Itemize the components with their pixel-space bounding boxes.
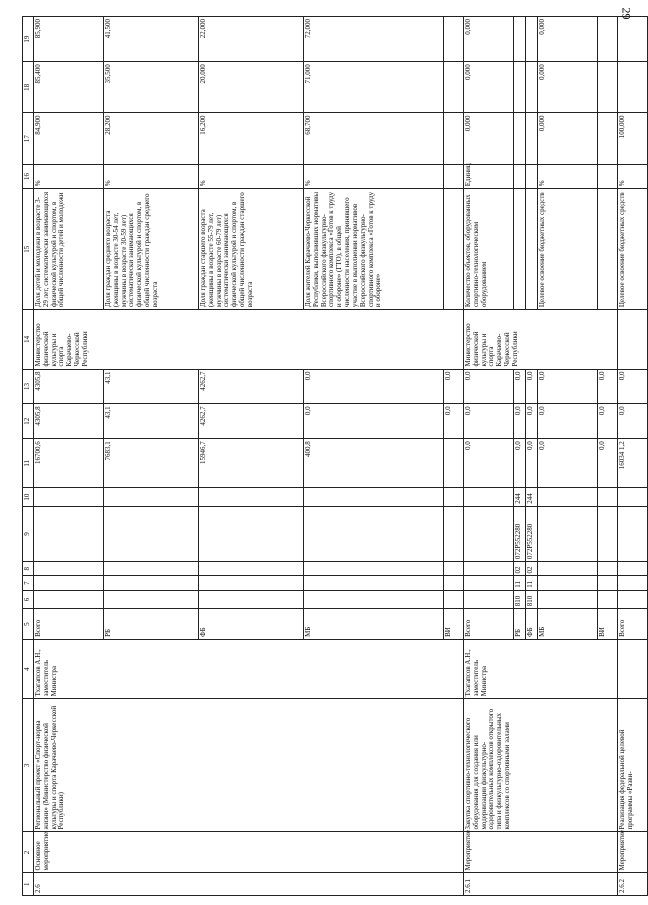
indicator-value-cell [526, 113, 538, 164]
amount-cell: 43,1 [104, 404, 199, 439]
item-number-cell: 2.6.1 [464, 873, 618, 896]
code-pr-cell [598, 562, 618, 576]
column-number-cell: 1 [23, 873, 34, 896]
code-vr-cell [304, 488, 444, 506]
code-grbs-cell [104, 590, 199, 608]
amount-cell: 0,0 [598, 404, 618, 439]
code-rz-cell [444, 576, 464, 590]
code-grbs-cell [199, 590, 304, 608]
unit-cell [598, 164, 618, 189]
code-rz-cell [538, 576, 598, 590]
executor-cell [618, 310, 648, 369]
indicator-value-cell: 28,200 [104, 113, 199, 164]
item-type-cell: Мероприятие [618, 832, 648, 873]
indicator-value-cell: 85,400 [34, 62, 104, 113]
code-csr-cell [104, 506, 199, 561]
indicator-value-cell: 0,000 [464, 62, 514, 113]
indicator-value-cell [444, 17, 464, 62]
column-number-cell: 16 [23, 164, 34, 189]
amount-cell: 0,0 [618, 404, 648, 439]
indicator-name-cell: Доля детей и молодежи в возрасте 3-29 лет, систематически занимающихся физической культурой и спортом, в общей численности детей и молодежи [34, 189, 104, 310]
table-body [23, 17, 648, 896]
indicator-value-cell [514, 17, 526, 62]
code-rz-cell [598, 576, 618, 590]
amount-cell: 0,0 [304, 404, 444, 439]
indicator-value-cell [598, 113, 618, 164]
budget-table [22, 16, 648, 896]
amount-cell: 400,8 [304, 439, 444, 488]
amount-cell: 0,0 [526, 369, 538, 404]
funding-source-cell: РБ [104, 609, 199, 640]
funding-source-cell: РБ [514, 609, 526, 640]
item-type-cell: Мероприятие [464, 832, 618, 873]
amount-cell: 0,0 [304, 369, 444, 404]
amount-cell: 4262,7 [199, 404, 304, 439]
indicator-value-cell: 22,000 [199, 17, 304, 62]
indicator-value-cell: 41,500 [104, 17, 199, 62]
code-csr-cell [598, 506, 618, 561]
item-number-cell: 2.6.2 [618, 873, 648, 896]
code-vr-cell [538, 488, 598, 506]
amount-cell: 0,0 [526, 404, 538, 439]
column-number-row [23, 17, 34, 896]
indicator-value-cell: 0,000 [464, 113, 514, 164]
code-grbs-cell [618, 590, 648, 608]
code-vr-cell: 244 [526, 488, 538, 506]
unit-cell [444, 164, 464, 189]
column-number-cell: 4 [23, 639, 34, 698]
item-name-cell: Реализация федеральной целевой программы «Разви- [618, 699, 648, 832]
code-grbs-cell [598, 590, 618, 608]
indicator-name-cell [526, 189, 538, 310]
indicator-value-cell: 16,200 [199, 113, 304, 164]
funding-source-cell: ВИ [444, 609, 464, 640]
code-csr-cell [618, 506, 648, 561]
code-csr-cell [304, 506, 444, 561]
amount-cell: 0,0 [444, 404, 464, 439]
column-number-cell: 17 [23, 113, 34, 164]
column-number-cell: 13 [23, 369, 34, 404]
indicator-value-cell: 0,000 [464, 17, 514, 62]
code-csr-cell [34, 506, 104, 561]
code-rz-cell [304, 576, 444, 590]
code-pr-cell [464, 562, 514, 576]
unit-cell: % [304, 164, 444, 189]
amount-cell: 0,0 [464, 369, 514, 404]
amount-cell: 7683,1 [104, 439, 199, 488]
code-pr-cell [104, 562, 199, 576]
indicator-name-cell [514, 189, 526, 310]
indicator-name-cell [444, 189, 464, 310]
indicator-value-cell: 71,000 [304, 62, 444, 113]
indicator-value-cell: 84,900 [34, 113, 104, 164]
column-number-cell: 3 [23, 699, 34, 832]
column-number-cell: 15 [23, 189, 34, 310]
amount-cell: 4305,8 [34, 404, 104, 439]
column-number-cell: 12 [23, 404, 34, 439]
indicator-name-cell: Количество объектов, оборудованных спортивно-технологическим оборудованием [464, 189, 514, 310]
code-grbs-cell [538, 590, 598, 608]
code-vr-cell: 244 [514, 488, 526, 506]
amount-cell: 15946,7 [199, 439, 304, 488]
code-vr-cell [464, 488, 514, 506]
amount-cell [444, 439, 464, 488]
amount-cell: 0,0 [464, 439, 514, 488]
code-rz-cell [104, 576, 199, 590]
amount-cell: 16700,6 [34, 439, 104, 488]
code-pr-cell [34, 562, 104, 576]
column-number-cell: 7 [23, 576, 34, 590]
column-number-cell: 18 [23, 62, 34, 113]
amount-cell: 0,0 [514, 404, 526, 439]
code-csr-cell [464, 506, 514, 561]
column-number-cell: 11 [23, 439, 34, 488]
funding-source-cell: ФБ [526, 609, 538, 640]
amount-cell: 0,0 [538, 369, 598, 404]
code-pr-cell [199, 562, 304, 576]
code-csr-cell [444, 506, 464, 561]
responsible-person-cell: Тхагапсов А.Н., заместитель Министра [34, 639, 464, 698]
column-number-cell: 5 [23, 609, 34, 640]
unit-cell: % [618, 164, 648, 189]
indicator-value-cell: 35,500 [104, 62, 199, 113]
indicator-value-cell: 85,900 [34, 17, 104, 62]
funding-source-cell: МБ [304, 609, 444, 640]
indicator-value-cell: 100,000 [618, 113, 648, 164]
unit-cell: % [104, 164, 199, 189]
amount-cell: 43,1 [104, 369, 199, 404]
unit-cell: % [538, 164, 598, 189]
page-number: 29 [619, 7, 634, 20]
code-csr-cell: 072P552280 [514, 506, 526, 561]
indicator-value-cell [444, 62, 464, 113]
indicator-value-cell [526, 17, 538, 62]
indicator-value-cell: 0,000 [538, 62, 598, 113]
code-grbs-cell [34, 590, 104, 608]
indicator-value-cell [598, 62, 618, 113]
amount-cell: 4305,8 [34, 369, 104, 404]
amount-cell: 0,0 [464, 404, 514, 439]
item-name-cell: Региональный проект «Спорт-норма жизни» (Министерство физической культуры и спорта Карачаево-Черкесской Республики) [34, 699, 464, 832]
item-name-cell: Закупка спортивно-технологического оборудования для создания или модернизации физкультурно-оздоровительных комплексов открытого типа и физкультурно-оздоровительных комплексов со спортивными залами [464, 699, 618, 832]
indicator-value-cell: 0,000 [538, 113, 598, 164]
funding-source-cell: МБ [538, 609, 598, 640]
indicator-name-cell [598, 189, 618, 310]
indicator-name-cell: Целевое освоение бюджетных средств [618, 189, 648, 310]
funding-source-cell: ВИ [598, 609, 618, 640]
indicator-value-cell: 68,700 [304, 113, 444, 164]
executor-cell: Министерство физической культуры и спорта Карачаево-Черкесской Республики [464, 310, 618, 369]
indicator-value-cell [514, 113, 526, 164]
funding-source-cell: ФБ [199, 609, 304, 640]
indicator-value-cell [514, 62, 526, 113]
code-rz-cell: 11 [526, 576, 538, 590]
indicator-value-cell [598, 17, 618, 62]
indicator-value-cell: 20,000 [199, 62, 304, 113]
item-type-cell: Основное мероприятие [34, 832, 464, 873]
indicator-value-cell: 72,000 [304, 17, 444, 62]
code-csr-cell [538, 506, 598, 561]
amount-cell: 0,0 [618, 369, 648, 404]
unit-cell [526, 164, 538, 189]
indicator-name-cell: Целевое освоение бюджетных средств [538, 189, 598, 310]
code-pr-cell [444, 562, 464, 576]
code-pr-cell [304, 562, 444, 576]
code-csr-cell: 072P552280 [526, 506, 538, 561]
code-rz-cell [34, 576, 104, 590]
unit-cell: Единиц [464, 164, 514, 189]
code-vr-cell [104, 488, 199, 506]
amount-cell: 0,0 [538, 439, 598, 488]
table-row [464, 17, 514, 896]
code-vr-cell [444, 488, 464, 506]
code-rz-cell [464, 576, 514, 590]
table-row [34, 17, 104, 896]
code-vr-cell [598, 488, 618, 506]
amount-cell: 4262,7 [199, 369, 304, 404]
indicator-value-cell [444, 113, 464, 164]
unit-cell: % [199, 164, 304, 189]
code-grbs-cell: 810 [526, 590, 538, 608]
amount-cell: 0,0 [598, 369, 618, 404]
amount-cell: 0,0 [526, 439, 538, 488]
code-pr-cell [538, 562, 598, 576]
amount-cell: 0,0 [514, 439, 526, 488]
column-number-cell: 14 [23, 310, 34, 369]
code-pr-cell: 02 [526, 562, 538, 576]
unit-cell [514, 164, 526, 189]
column-number-cell: 19 [23, 17, 34, 62]
indicator-value-cell [526, 62, 538, 113]
funding-source-cell: Всего [34, 609, 104, 640]
amount-cell: 0,0 [514, 369, 526, 404]
indicator-name-cell: Доля граждан старшего возраста (женщины в возрасте 55-79 лет, мужчины в возрасте 60-79 лет) систематически занимающихся физической культурой и спортом, в общей численности граждан старшего возраста [199, 189, 304, 310]
amount-cell: 16034 1,2 [618, 439, 648, 488]
amount-cell: 0,0 [538, 404, 598, 439]
amount-cell: 0,0 [598, 439, 618, 488]
table-landscape-container [22, 16, 634, 896]
code-rz-cell: 11 [514, 576, 526, 590]
code-grbs-cell [444, 590, 464, 608]
executor-cell: Министерство физической культуры и спорта Карачаево-Черкесской Республики [34, 310, 464, 369]
code-pr-cell: 02 [514, 562, 526, 576]
item-number-cell: 2.6 [34, 873, 464, 896]
responsible-person-cell: Тхагапсов А.Н., заместитель Министра [464, 639, 618, 698]
funding-source-cell: Всего [464, 609, 514, 640]
code-vr-cell [199, 488, 304, 506]
code-vr-cell [618, 488, 648, 506]
column-number-cell: 2 [23, 832, 34, 873]
indicator-name-cell: Доля жителей Карачаево-Черкесской Республики, выполнивших нормативы Всероссийского физкультурно-спортивного комплекса «Готов к труду и обороне» (ГТО), в общей численности населения, принявшего участие в выполнении нормативов Всероссийского физкультурно-спортивного комплекса «Готов к труду и обороне» [304, 189, 444, 310]
code-csr-cell [199, 506, 304, 561]
responsible-person-cell [618, 639, 648, 698]
code-grbs-cell [464, 590, 514, 608]
indicator-value-cell [618, 62, 648, 113]
table-row [618, 17, 648, 896]
rotated-page [22, 16, 634, 896]
code-vr-cell [34, 488, 104, 506]
code-rz-cell [199, 576, 304, 590]
amount-cell: 0,0 [444, 369, 464, 404]
code-grbs-cell [304, 590, 444, 608]
column-number-cell: 8 [23, 562, 34, 576]
indicator-value-cell: 0,000 [538, 17, 598, 62]
code-grbs-cell: 810 [514, 590, 526, 608]
column-number-cell: 9 [23, 506, 34, 561]
code-pr-cell [618, 562, 648, 576]
column-number-cell: 6 [23, 590, 34, 608]
unit-cell: % [34, 164, 104, 189]
indicator-value-cell [618, 17, 648, 62]
indicator-name-cell: Доля граждан среднего возраста (женщины в возрасте 30-54 лет, мужчины в возрасте 30-59 лет) систематически занимающихся физической культурой и спортом, в общей численности граждан среднего возраста [104, 189, 199, 310]
code-rz-cell [618, 576, 648, 590]
column-number-cell: 10 [23, 488, 34, 506]
funding-source-cell: Всего [618, 609, 648, 640]
